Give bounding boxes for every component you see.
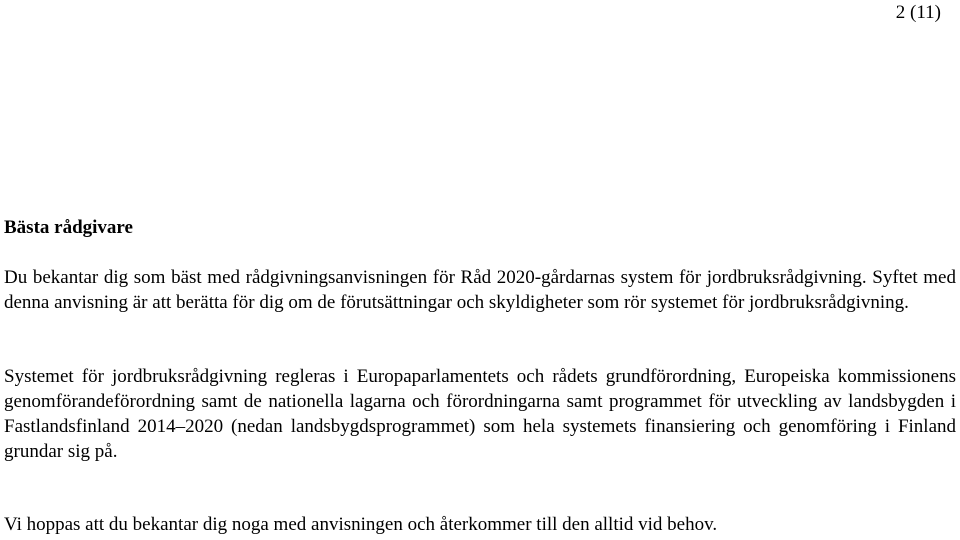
section-heading: Bästa rådgivare [4, 217, 133, 238]
page-number: 2 (11) [895, 2, 941, 23]
paragraph-intro: Du bekantar dig som bäst med rådgivningsanvisningen för Råd 2020-gårdarnas system för jordbruksrådgivning. Syftet med denna anvisning är att berätta för dig om de förutsättningar och skyldigheter som rör systemet för jordbruksrådgivning. [4, 267, 956, 313]
paragraph-closing: Vi hoppas att du bekantar dig noga med anvisningen och återkommer till den alltid vid behov. [4, 514, 718, 535]
paragraph-regulation: Systemet för jordbruksrådgivning regleras i Europaparlamentets och rådets grundförordning, Europeiska kommissionens genomförandeförordning samt de nationella lagarna och förordningarna samt programmet för utveckling av landsbygden i Fastlandsfinland 2014–2020 (nedan landsbygdsprogrammet) som hela systemets finansiering och genomföring i Finland grundar sig på. [4, 366, 956, 462]
